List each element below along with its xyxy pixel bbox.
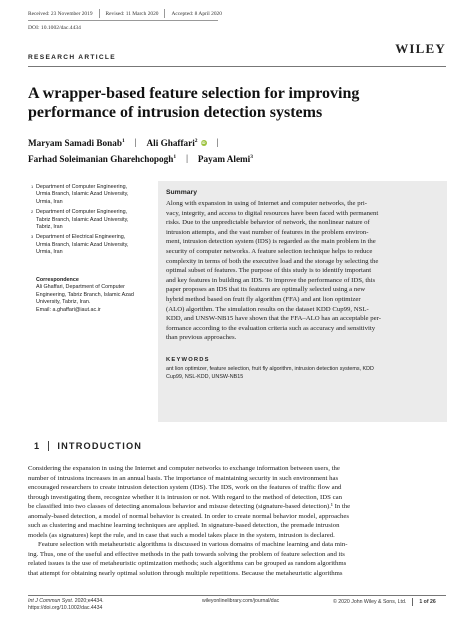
summary-line: intrusion attempts, and the vast number of features in the problem environ- <box>166 228 369 236</box>
title-line: A wrapper-based feature selection for improving <box>28 85 360 102</box>
author-name[interactable]: Payam Alemi$^3$ <box>197 153 253 164</box>
summary-line: vacy, integrity, and access to digital resources have been faced with permanent <box>166 209 379 217</box>
body-line: Feature selection with metaheuristic algorithms is discussed in various domains of machine learning and data min- <box>38 541 348 549</box>
author-name[interactable]: Farhad Soleimanian Gharehchopogh$^1$ <box>28 153 177 164</box>
received-date: Received: 23 November 2019 <box>28 10 93 17</box>
keywords-heading: KEYWORDS <box>166 356 210 363</box>
summary-line: paper proposes an IDS that its features are optimally selected using a new <box>166 286 366 294</box>
footer-right <box>333 598 436 606</box>
publisher-logo: WILEY <box>395 41 446 56</box>
footer-doi-link[interactable]: https://doi.org/10.1002/dac.4434 <box>28 605 103 611</box>
body-line: that attempt for obtaining nearly optimal solution through multiple repetitions. Because the metaheuristic algorithms <box>28 570 343 578</box>
body-line: encouraged researchers to create intrusion detection system (IDS). The IDS, work on the features of traffic flow and <box>28 484 342 492</box>
summary-line: KDD, and UNSW-NB15 have shown that the FFA–ALO has an acceptable per- <box>166 315 381 323</box>
body-paragraph <box>28 540 448 578</box>
summary-line: hybrid method based on fruit fly algorithm (FFA) and ant lion optimizer <box>166 295 361 303</box>
section-title: INTRODUCTION <box>57 441 143 451</box>
section-number: 1 <box>34 441 41 451</box>
affiliation: 2 Department of Computer Engineering, Tabriz Branch, Islamic Azad University, Tabriz, Iran <box>31 209 129 231</box>
revised-date: Revised: 11 March 2020 <box>105 10 159 17</box>
affiliation: 1 Department of Computer Engineering, Urmia Branch, Islamic Azad University, Urmia, Iran <box>31 184 129 205</box>
body-line: through investigating them, recognize whether it is intrusion or not. With regard to the method of detection, IDS can <box>28 493 342 501</box>
summary-line: and key features in building an IDS. To improve the performance of IDS, this <box>166 276 376 284</box>
summary-line: ment, intrusion detection system (IDS) is regarded as the main problem in the <box>166 238 376 246</box>
journal-site-link[interactable]: wileyonlinelibrary.com/journal/dac <box>202 598 280 604</box>
summary-line: Along with expansion in using of Internet and computer networks, the pri- <box>166 200 367 207</box>
author-line <box>28 135 448 151</box>
section-divider <box>48 441 49 451</box>
article-type: RESEARCH ARTICLE <box>28 54 116 61</box>
author-list <box>28 135 448 166</box>
summary-text <box>166 199 438 343</box>
affiliations <box>31 184 156 260</box>
summary-line: (ALO) algorithm. The simulation results on the dataset KDD Cup99, NSL- <box>166 305 369 313</box>
body-line: Considering the expansion in using the Internet and computer networks to exchange information between users, the <box>28 465 340 472</box>
author-separator: | <box>186 152 188 163</box>
header-rule <box>28 66 446 67</box>
author-separator: | <box>134 137 137 148</box>
body-line: ing. Thus, one of the useful and effective methods in the path towards solving the problem of feature selection and its <box>28 550 345 558</box>
accepted-date: Accepted: 8 April 2020 <box>171 10 222 17</box>
body-line: such as clustering and machine learning techniques are applied. In signature-based detection, the premade intrusion <box>28 522 340 530</box>
body-text <box>28 464 448 579</box>
history-divider <box>99 9 100 18</box>
author-line <box>28 151 448 167</box>
affiliation: 3 Department of Electrical Engineering, Urmia Branch, Islamic Azad University, Urmia, Iran <box>31 234 129 256</box>
correspondence-email[interactable]: Email: a.ghaffari@iaut.ac.ir <box>36 306 101 313</box>
body-line: related issues is the use of metaheuristic optimization methods; such algorithms can be grouped as random algorithms <box>28 560 347 568</box>
correspondence: Correspondence Ali Ghaffari, Department of Computer Engineering, Tabriz Branch, Islamic Azad University, Tabriz, Iran. Email: a.ghaffari@iaut.ac.ir <box>36 277 156 314</box>
title-line: performance of intrusion detection systems <box>28 104 323 121</box>
author-name[interactable]: Ali Ghaffari$^2$ <box>146 138 198 149</box>
body-line: anomaly-based detection, a model of normal behavior is created. In order to create normal behavior model, approaches <box>28 512 350 520</box>
summary-box <box>158 181 447 422</box>
doi-header[interactable]: DOI: 10.1002/dac.4434 <box>28 25 81 31</box>
footer-divider <box>412 598 413 606</box>
summary-line: optimal subset of features. The purpose of this study is to identify important <box>166 267 372 275</box>
keywords-text: ant lion optimizer, feature selection, fruit fly algorithm, intrusion detection systems, KDD Cup99, NSL-KDD, UNSW-NB15 <box>166 365 374 380</box>
footer-rule <box>28 595 446 596</box>
summary-line: security of computer networks. A feature selection technique helps to reduce <box>166 247 373 255</box>
copyright: © 2020 John Wiley & Sons, Ltd. <box>333 598 407 605</box>
history-rule <box>28 20 218 21</box>
publication-history <box>28 8 228 19</box>
section-heading <box>34 441 142 451</box>
body-line: number of intrusions increases in an annual basis. The importance of maintaining security in such environment has <box>28 474 339 482</box>
summary-line: risks. Due to the unpredictable behavior of network, the nonlinear nature of <box>166 219 370 227</box>
footer-citation: Int J Commun Syst. 2020;e4434. https://doi.org/10.1002/dac.4434 <box>28 598 104 611</box>
journal-name: Int J Commun Syst. <box>28 598 74 604</box>
author-name[interactable]: Maryam Samadi Bonab$^1$ <box>28 138 125 149</box>
body-line: be classified into two classes of detecting anomalous behavior and misuse detecting (signature-based detection).¹ In the <box>28 503 351 511</box>
article-title <box>28 84 448 122</box>
author-separator: | <box>216 137 219 148</box>
summary-line: complexity in terms of both the executive load and the storage by selecting the <box>166 257 379 265</box>
summary-heading: Summary <box>166 189 197 196</box>
body-line: models (as signatures) kept the rule, and in case that such a model takes place in the system, intrusion is declared. <box>28 531 335 539</box>
history-divider <box>164 9 165 18</box>
correspondence-heading: Correspondence <box>36 277 79 283</box>
orcid-icon[interactable]: iD <box>201 139 206 145</box>
body-paragraph <box>28 464 448 540</box>
summary-line: formance according to the evaluation criteria such as accuracy and sensitivity <box>166 324 376 332</box>
summary-line: than previous approaches. <box>166 334 237 342</box>
page-number: 1 of 26 <box>419 598 436 605</box>
